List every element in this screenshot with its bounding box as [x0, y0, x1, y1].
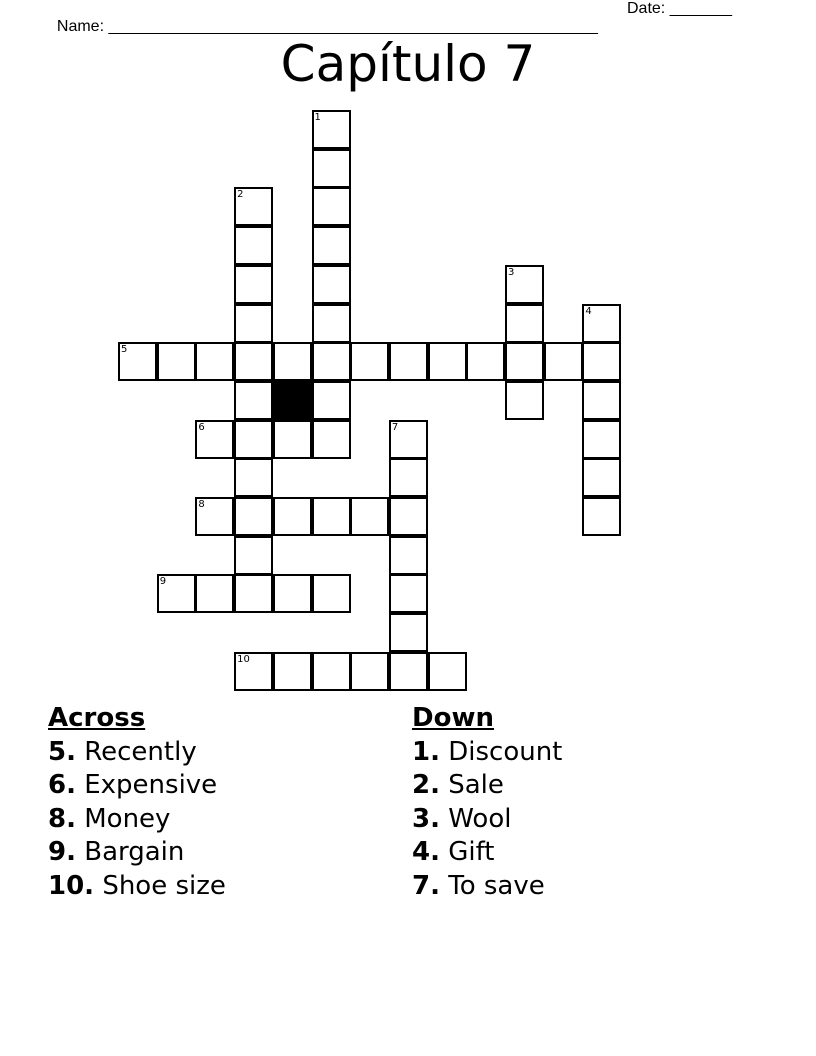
- across-clue: 6. Expensive: [48, 770, 218, 800]
- grid-cell[interactable]: [389, 458, 428, 497]
- grid-cell[interactable]: [234, 458, 273, 497]
- grid-cell[interactable]: [234, 381, 273, 420]
- grid-cell[interactable]: [234, 265, 273, 304]
- across-heading: Across: [48, 703, 146, 733]
- grid-cell[interactable]: [389, 497, 428, 536]
- grid-cell[interactable]: [273, 574, 312, 613]
- clue-number: 2: [237, 189, 244, 201]
- grid-cell[interactable]: [234, 304, 273, 343]
- clue-number: 1: [314, 112, 321, 123]
- grid-cell[interactable]: [312, 149, 351, 188]
- grid-cell[interactable]: [312, 304, 351, 343]
- down-clue: 3. Wool: [412, 803, 512, 834]
- clue-number: 5: [121, 344, 128, 356]
- grid-cell[interactable]: [582, 497, 621, 536]
- grid-cell[interactable]: [234, 497, 273, 536]
- grid-cell[interactable]: [505, 304, 544, 343]
- grid-cell[interactable]: [428, 652, 467, 691]
- grid-cell[interactable]: [273, 342, 312, 381]
- grid-cell[interactable]: [273, 652, 312, 691]
- grid-cell[interactable]: [505, 342, 544, 381]
- grid-cell[interactable]: [350, 497, 389, 536]
- date-field-label: Date: _______: [627, 0, 732, 17]
- clue-number: 6: [198, 421, 205, 433]
- clue-number: 3: [508, 266, 515, 278]
- grid-cell[interactable]: [389, 613, 428, 652]
- grid-cell[interactable]: [234, 536, 273, 575]
- grid-cell[interactable]: [389, 536, 428, 575]
- grid-cell[interactable]: [389, 652, 428, 691]
- grid-cell[interactable]: [312, 265, 351, 304]
- grid-cell[interactable]: [544, 342, 583, 381]
- down-clues: [412, 702, 562, 903]
- grid-cell[interactable]: [195, 574, 234, 613]
- down-clue: 2. Sale: [412, 770, 504, 800]
- across-clue: 10. Shoe size: [48, 870, 226, 901]
- clue-number: 4: [585, 305, 592, 317]
- across-clues: [48, 702, 226, 903]
- grid-cell[interactable]: [195, 342, 234, 381]
- across-clue: 8. Money: [48, 803, 171, 834]
- grid-cell[interactable]: [312, 497, 351, 536]
- grid-cell[interactable]: [273, 497, 312, 536]
- grid-cell[interactable]: [389, 574, 428, 613]
- across-clue: 9. Bargain: [48, 837, 185, 867]
- grid-cell[interactable]: [582, 381, 621, 420]
- grid-cell[interactable]: [312, 574, 351, 613]
- black-cell: [273, 381, 312, 420]
- grid-cell[interactable]: [582, 420, 621, 459]
- grid-cell[interactable]: [234, 420, 273, 459]
- grid-cell[interactable]: [234, 342, 273, 381]
- grid-cell[interactable]: [312, 652, 351, 691]
- down-heading: Down: [412, 703, 494, 733]
- grid-cell[interactable]: [582, 342, 621, 381]
- grid-cell[interactable]: [312, 187, 351, 226]
- down-clue: 4. Gift: [412, 837, 495, 867]
- grid-cell[interactable]: [234, 574, 273, 613]
- down-clue: 7. To save: [412, 870, 545, 901]
- grid-cell[interactable]: [505, 381, 544, 420]
- grid-cell[interactable]: [466, 342, 505, 381]
- grid-cell[interactable]: [389, 342, 428, 381]
- grid-cell[interactable]: [273, 420, 312, 459]
- grid-cell[interactable]: [428, 342, 467, 381]
- grid-cell[interactable]: [312, 226, 351, 265]
- grid-cell[interactable]: [350, 342, 389, 381]
- grid-cell[interactable]: [312, 381, 351, 420]
- clue-number: 9: [159, 576, 167, 588]
- grid-cell[interactable]: [157, 342, 196, 381]
- grid-cell[interactable]: [312, 342, 351, 381]
- clue-number: 7: [391, 421, 399, 433]
- across-clue: 5. Recently: [48, 736, 197, 767]
- grid-cell[interactable]: [350, 652, 389, 691]
- grid-cell[interactable]: [234, 226, 273, 265]
- clue-number: 8: [198, 499, 205, 510]
- name-field-label: Name: _______________________________________________________: [56, 18, 598, 35]
- down-clue: 1. Discount: [412, 736, 563, 767]
- clue-number: 10: [237, 653, 250, 665]
- grid-cell[interactable]: [582, 458, 621, 497]
- page-title: Capítulo 7: [280, 35, 536, 93]
- grid-cell[interactable]: [312, 420, 351, 459]
